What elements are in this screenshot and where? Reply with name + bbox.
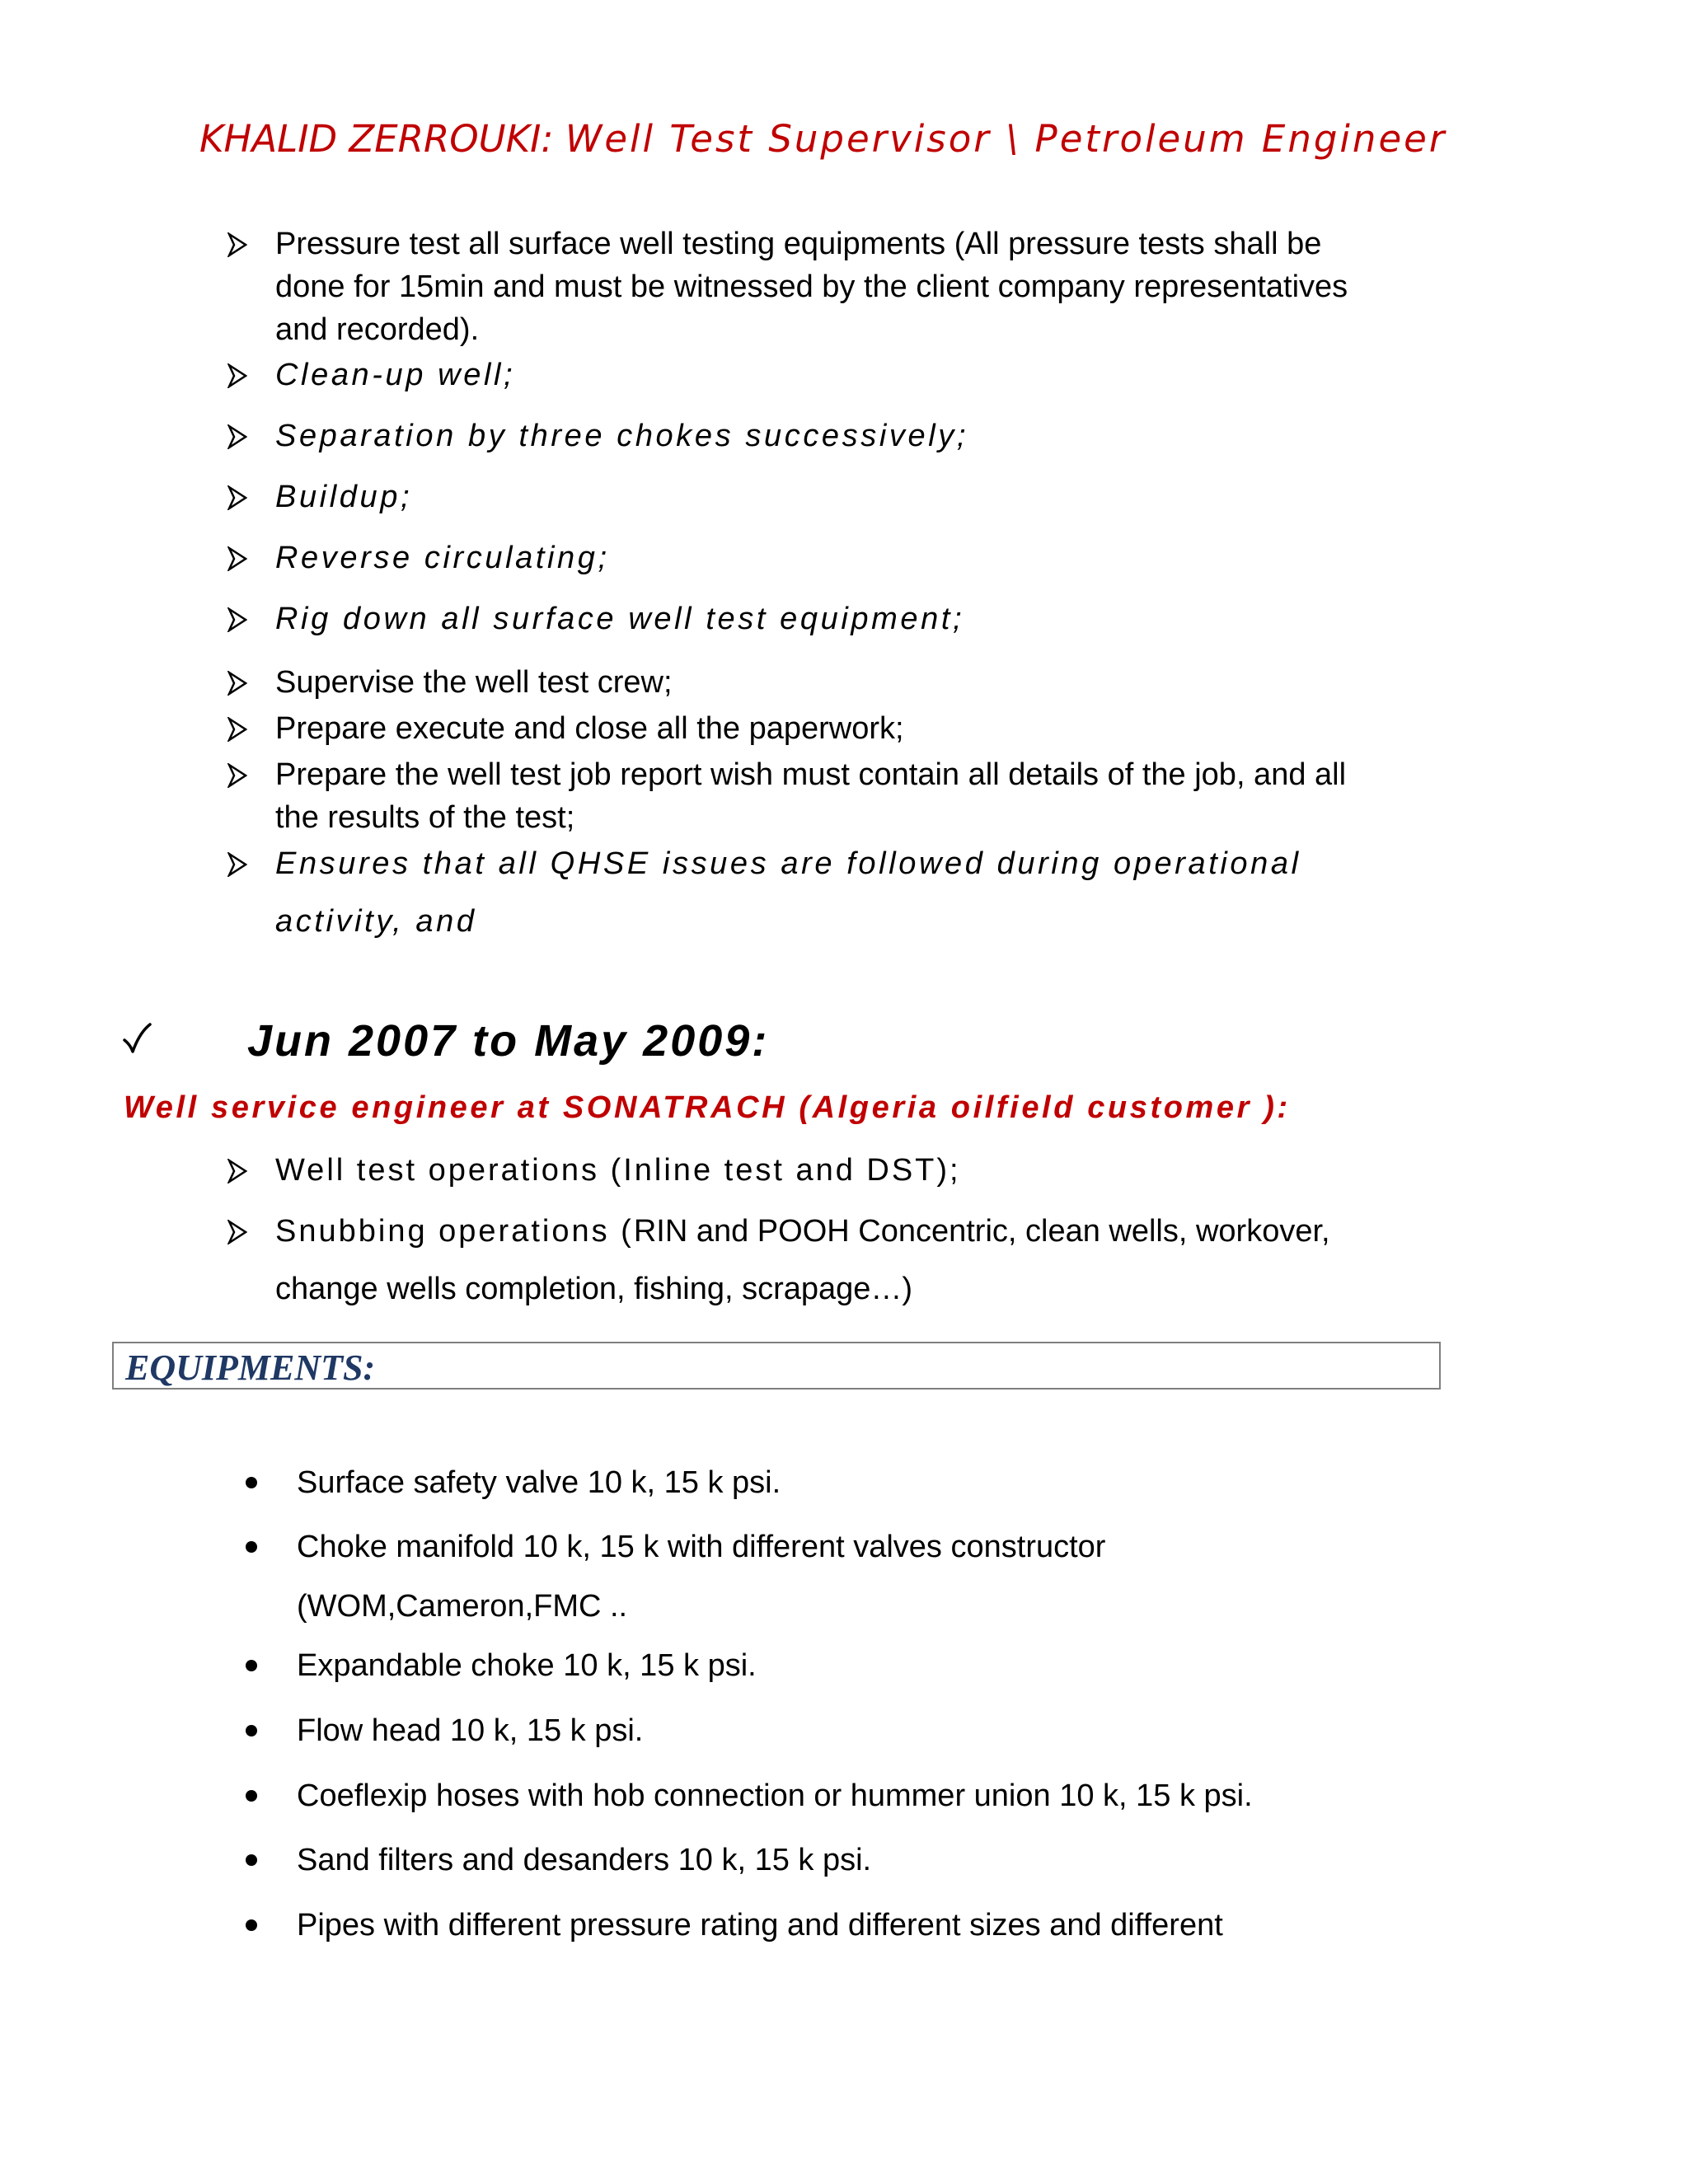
checkmark-icon (122, 1022, 152, 1055)
equipment-item: (WOM,Cameron,FMC .. (297, 1589, 628, 1624)
duty-line: activity, and (275, 904, 477, 939)
equipment-item: Choke manifold 10 k, 15 k with different valves constructor (297, 1530, 1106, 1564)
arrow-bullet-icon (227, 363, 247, 388)
bullet-dot-icon (246, 1790, 257, 1802)
equipment-item: Surface safety valve 10 k, 15 k psi. (297, 1465, 781, 1500)
arrow-bullet-icon (227, 1159, 247, 1183)
duty-line: Reverse circulating; (275, 541, 610, 575)
experience-item-rest: RIN and POOH Concentric, clean wells, workover, (633, 1214, 1330, 1249)
experience-item-line: change wells completion, fishing, scrapage…) (275, 1272, 913, 1306)
duty-line: Prepare execute and close all the paperwork; (275, 711, 904, 746)
arrow-bullet-icon (227, 232, 247, 257)
experience-item-line (275, 1210, 1330, 1253)
equipment-item: Coeflexip hoses with hob connection or hummer union 10 k, 15 k psi. (297, 1779, 1253, 1813)
bullet-dot-icon (246, 1477, 257, 1488)
experience-item-line: Well test operations (Inline test and DST); (275, 1153, 961, 1188)
duty-line: Clean-up well; (275, 358, 516, 392)
duty-line: Rig down all surface well test equipment; (275, 602, 965, 636)
duty-line: and recorded). (275, 312, 480, 347)
equipments-title: EQUIPMENTS: (125, 1347, 376, 1388)
arrow-bullet-icon (227, 717, 247, 742)
arrow-bullet-icon (227, 546, 247, 571)
duty-line: Pressure test all surface well testing equipments (All pressure tests shall be (275, 227, 1322, 261)
bullet-dot-icon (246, 1541, 257, 1553)
arrow-bullet-icon (227, 763, 247, 788)
duty-line: Separation by three chokes successively; (275, 419, 969, 453)
experience-role: Well service engineer at SONATRACH (Algeria oilfield customer ): (124, 1090, 1291, 1125)
arrow-bullet-icon (227, 852, 247, 877)
bullet-dot-icon (246, 1854, 257, 1866)
candidate-name: KHALID ZERROUKI: (199, 117, 554, 161)
equipment-item: Flow head 10 k, 15 k psi. (297, 1713, 644, 1748)
bullet-dot-icon (246, 1919, 257, 1931)
bullet-dot-icon (246, 1660, 257, 1671)
arrow-bullet-icon (227, 671, 247, 696)
duty-line: Ensures that all QHSE issues are followed during operational (275, 846, 1301, 881)
page-header (199, 117, 1447, 161)
bullet-dot-icon (246, 1725, 257, 1736)
arrow-bullet-icon (227, 607, 247, 632)
experience-item-lead: Snubbing operations ( (275, 1214, 634, 1249)
arrow-bullet-icon (227, 485, 247, 510)
equipment-item: Pipes with different pressure rating and different sizes and different (297, 1908, 1223, 1943)
duty-line: Prepare the well test job report wish must contain all details of the job, and all (275, 757, 1347, 792)
candidate-titles: Well Test Supervisor \ Petroleum Engineer (565, 117, 1447, 161)
arrow-bullet-icon (227, 424, 247, 449)
equipment-item: Sand filters and desanders 10 k, 15 k psi. (297, 1843, 872, 1877)
arrow-bullet-icon (227, 1220, 247, 1244)
duty-line: Buildup; (275, 480, 413, 514)
equipments-section-box (112, 1342, 1441, 1390)
duty-line: done for 15min and must be witnessed by the client company representatives (275, 269, 1348, 304)
experience-period: Jun 2007 to May 2009: (247, 1016, 770, 1066)
duty-line: Supervise the well test crew; (275, 665, 673, 700)
equipment-item: Expandable choke 10 k, 15 k psi. (297, 1648, 757, 1683)
duty-line: the results of the test; (275, 800, 575, 835)
